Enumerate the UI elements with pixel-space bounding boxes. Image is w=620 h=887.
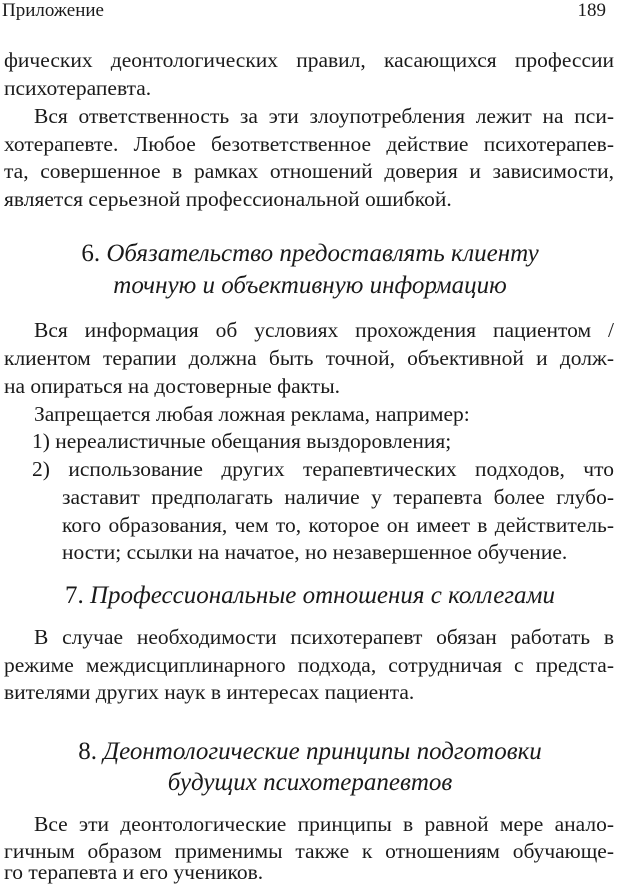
section-8-title-line-1: Деонтологические принципы подготовки bbox=[103, 738, 542, 765]
section-6-line-2: клиентом терапии должна быть точной, объективной и долж- bbox=[4, 346, 614, 370]
intro-line-1: фических деонтологических правил, касающихся профессии bbox=[4, 48, 614, 72]
section-8-title-line-2: будущих психотерапевтов bbox=[167, 769, 453, 796]
section-8-line-1: Все эти деонтологические принципы в равной мере анало- bbox=[34, 812, 614, 836]
list-item-2: 2) использование других терапевтических подходов, что bbox=[32, 457, 614, 481]
list-item-2-line-4: ности; ссылки на начатое, но незавершенное обучение. bbox=[62, 540, 568, 564]
page-number: 189 bbox=[577, 0, 606, 21]
section-8-heading-line-1 bbox=[0, 737, 620, 767]
section-6-number: 6. bbox=[81, 240, 101, 267]
section-8-number: 8. bbox=[78, 738, 97, 765]
list-item-2-line-3: кого образования, чем то, которое он имеет в действитель- bbox=[62, 513, 614, 537]
section-6-title-line-1: Обязательство предоставлять клиенту bbox=[106, 240, 539, 267]
section-7-heading bbox=[0, 581, 620, 611]
intro-line-3: Вся ответственность за эти злоупотребления лежит на пси- bbox=[34, 104, 614, 128]
section-7-line-2: режиме междисциплинарного подхода, сотрудничая с предста- bbox=[4, 653, 614, 677]
section-6-heading-line-1 bbox=[0, 239, 620, 269]
section-6-heading-line-2 bbox=[0, 271, 620, 301]
section-7-title: Профессиональные отношения с коллегами bbox=[89, 582, 555, 609]
running-head-section: Приложение bbox=[2, 0, 104, 21]
list-item-2-line-2: заставит предполагать наличие у терапевта более глубо- bbox=[62, 485, 614, 509]
intro-line-2: психотерапевта. bbox=[4, 76, 152, 100]
list-item-1: 1) нереалистичные обещания выздоровления; bbox=[32, 429, 452, 453]
section-7-line-3: вителями других наук в интересах пациента. bbox=[4, 680, 415, 704]
section-8-line-2: гичным образом применимы также к отношениям обучающе- bbox=[4, 839, 614, 863]
intro-line-5: та, совершенное в рамках отношений доверия и зависимости, bbox=[4, 159, 614, 183]
section-7-line-1: В случае необходимости психотерапевт обязан работать в bbox=[34, 625, 614, 649]
section-7-number: 7. bbox=[64, 582, 84, 609]
intro-line-6: является серьезной профессиональной ошибкой. bbox=[4, 187, 452, 211]
section-8-heading-line-2 bbox=[0, 768, 620, 798]
section-8-line-3: го терапевта и его учеников. bbox=[4, 860, 264, 884]
section-6-line-3: на опираться на достоверные факты. bbox=[4, 374, 341, 398]
intro-line-4: хотерапевте. Любое безответственное действие психотерапев- bbox=[4, 132, 614, 156]
section-6-line-4: Запрещается любая ложная реклама, например: bbox=[34, 402, 470, 426]
section-6-line-1: Вся информация об условиях прохождения пациентом / bbox=[34, 318, 614, 342]
section-6-title-line-2: точную и объективную информацию bbox=[113, 272, 507, 299]
